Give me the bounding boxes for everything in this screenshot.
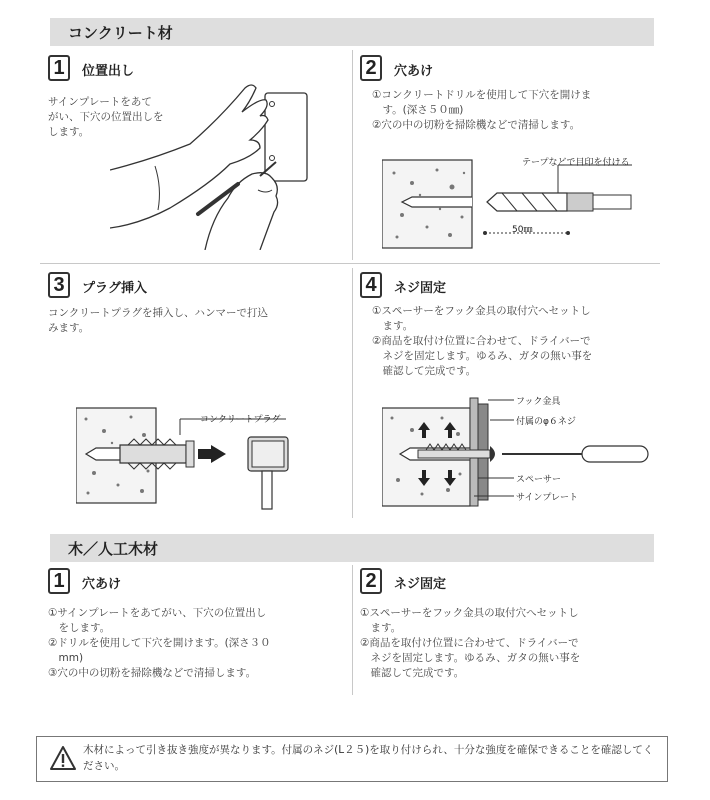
step-title: 穴あけ — [82, 577, 122, 592]
divider — [352, 50, 353, 260]
divider — [352, 565, 353, 695]
step-description: ①スペーサーをフック金具の取付穴へセットし ます。 ②商品を取付け位置に合わせて、ドライバーで ネジを固定します。ゆるみ、ガタの無い事を 確認して完成です。 — [372, 305, 593, 377]
annotation-label: スペーサー — [516, 475, 562, 485]
annotation-label: 50㎜ — [512, 225, 533, 235]
annotation-label: テープなどで目印を付ける — [522, 158, 630, 168]
step-title: 穴あけ — [394, 64, 434, 79]
warning-icon — [49, 745, 77, 771]
step-number: 3 — [48, 272, 70, 298]
section-header-concrete — [50, 18, 654, 46]
drill-illustration — [382, 155, 642, 250]
step-title: プラグ挿入 — [82, 281, 148, 296]
caution-notice — [36, 736, 668, 782]
section-title: コンクリート材 — [68, 24, 173, 42]
step-title: ネジ固定 — [394, 281, 447, 296]
step-number: 2 — [360, 568, 382, 594]
step-number: 1 — [48, 55, 70, 81]
annotation-label: 付属のφ６ネジ — [516, 417, 576, 427]
step-description: ①スペーサーをフック金具の取付穴へセットし ます。 ②商品を取付け位置に合わせて、ドライバーで ネジを固定します。ゆるみ、ガタの無い事を 確認して完成です。 — [360, 607, 581, 679]
annotation-label: サインプレート — [516, 493, 579, 503]
section-header-wood — [50, 534, 654, 562]
step-number: 1 — [48, 568, 70, 594]
step-title: 位置出し — [82, 64, 135, 79]
step-description: ①コンクリートドリルを使用して下穴を開けま す。(深さ５０㎜) ②穴の中の切粉を掃除機などで清掃します。 — [372, 89, 592, 131]
annotation-label: フック金具 — [516, 397, 561, 407]
section-title: 木／人工木材 — [68, 540, 159, 558]
annotation-label: コンクリートプラグ — [200, 415, 281, 425]
divider — [352, 268, 353, 518]
step-description: サインプレートをあて がい、下穴の位置出しを します。 — [48, 96, 164, 138]
step-description: コンクリートプラグを挿入し、ハンマーで打込 みます。 — [48, 307, 268, 334]
step-number: 2 — [360, 55, 382, 81]
hand-marking-illustration — [110, 78, 320, 250]
step-number: 4 — [360, 272, 382, 298]
notice-text: 木材によって引き抜き強度が異なります。付属のネジ(L２５)を取り付けられ、十分な強度を確保できることを確認してください。 — [83, 744, 654, 772]
divider — [40, 263, 660, 264]
step-description: ①サインプレートをあてがい、下穴の位置出し をします。 ②ドリルを使用して下穴を開けます。(深さ３０ mm) ③穴の中の切粉を掃除機などで清掃します。 — [48, 607, 271, 679]
step-title: ネジ固定 — [394, 577, 447, 592]
